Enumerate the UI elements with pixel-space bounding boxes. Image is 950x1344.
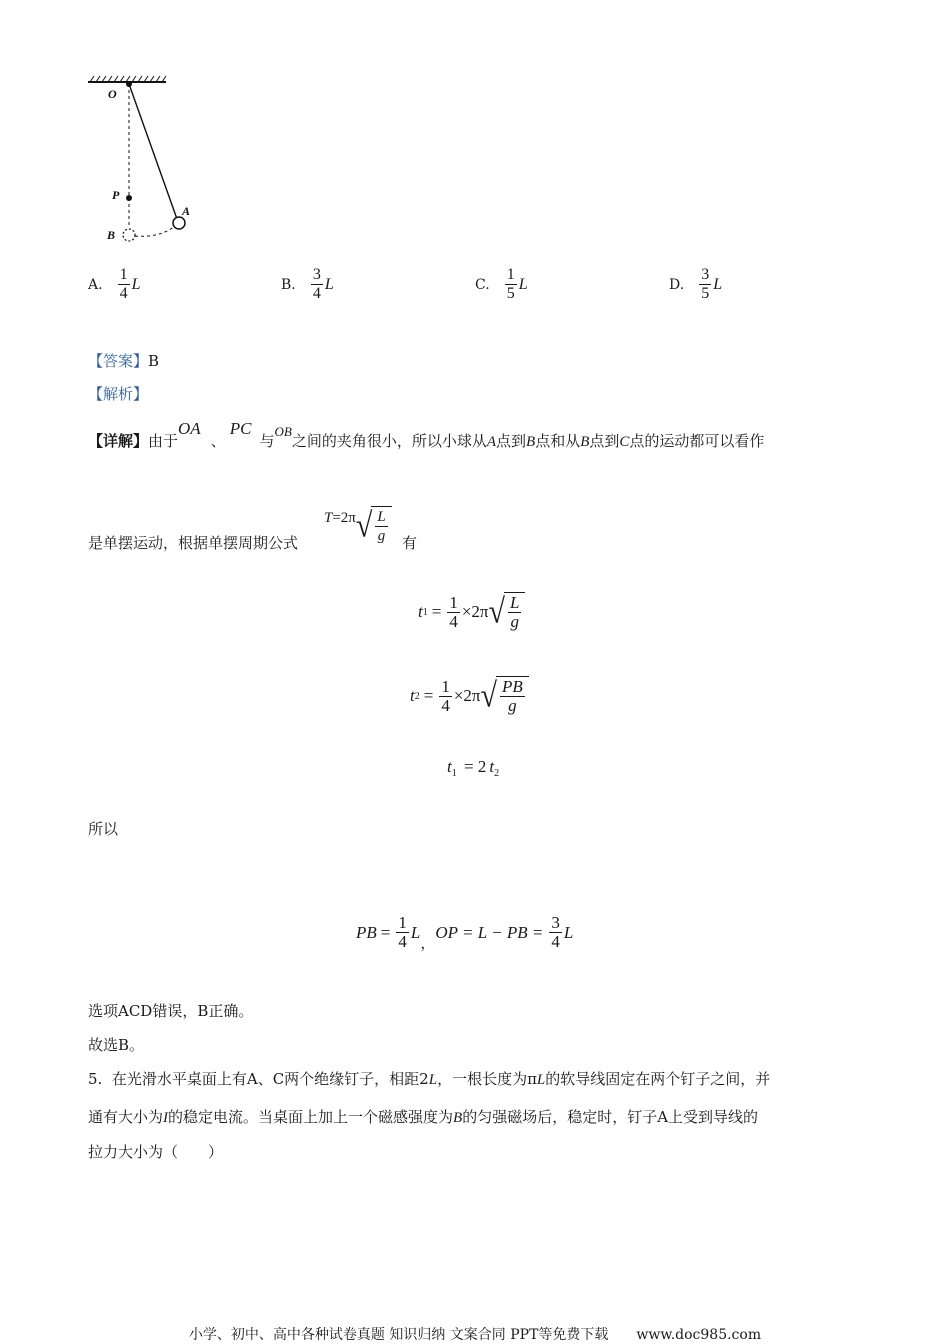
conclusion-1: 选项ACD错误，B正确。	[88, 1002, 254, 1020]
option-c[interactable]: C. $\frac{1}{5}$ L	[475, 266, 528, 302]
pendulum-figure	[80, 70, 190, 250]
question-5-line-3: 拉力大小为（ ）	[88, 1143, 224, 1161]
detail-line-2-end: 有	[402, 534, 418, 552]
pendulum-string	[129, 84, 177, 219]
question-5-line-1: 5. 在光滑水平桌面上有A、C两个绝缘钉子，相距2L，一根长度为πL的软导线固定在两个钉子之间，并	[88, 1070, 771, 1088]
ceiling	[88, 76, 166, 82]
ball-a	[173, 217, 185, 229]
label-b: B	[107, 228, 116, 242]
period-formula: T =2π √ $\frac{L}{g}$	[324, 506, 392, 546]
detail-line-2: 是单摆运动，根据单摆周期公式	[88, 534, 299, 552]
label-a: A	[182, 204, 190, 218]
arc-path	[135, 227, 174, 236]
option-a[interactable]: A. $\frac{1}{4}$ L	[88, 266, 141, 302]
conclusion-2: 故选B。	[88, 1036, 145, 1054]
result-equation: PB = $\frac{1}{4}$ L ， OP = L − PB = $\frac{3}{4}$ L	[356, 913, 574, 952]
suoyi: 所以	[88, 820, 119, 838]
question-5-line-2: 通有大小为I的稳定电流。当桌面上加上一个磁感强度为B的匀强磁场后，稳定时，钉子A上受到导线的	[88, 1108, 759, 1126]
equation-t2: t 2 = $\frac{1}{4}$ ×2π √ $\frac{PB}{g}$	[410, 676, 529, 716]
equation-t1-eq-2t2: $t_1 = 2$ $t_2$	[447, 757, 500, 779]
detail-line-1: 【详解】由于OA、PC与OB之间的夹角很小，所以小球从A点到B点和从B点到C点的运动都可以看作	[88, 419, 765, 450]
option-d[interactable]: D. $\frac{3}{5}$ L	[669, 266, 723, 302]
footer-text: 小学、初中、高中各种试卷真题 知识归纳 文案合同 PPT等免费下载 www.doc985.com	[188, 1327, 762, 1343]
option-b[interactable]: B. $\frac{3}{4}$ L	[281, 266, 334, 302]
analysis-tag: 【解析】	[88, 385, 149, 403]
ball-b	[123, 229, 135, 241]
label-p: P	[112, 188, 120, 202]
answer-line: 【答案】B	[88, 352, 160, 370]
label-o: O	[108, 87, 117, 101]
equation-t1: t 1 = $\frac{1}{4}$ ×2π √ $\frac{L}{g}$	[418, 592, 525, 632]
nail-p	[126, 195, 132, 201]
